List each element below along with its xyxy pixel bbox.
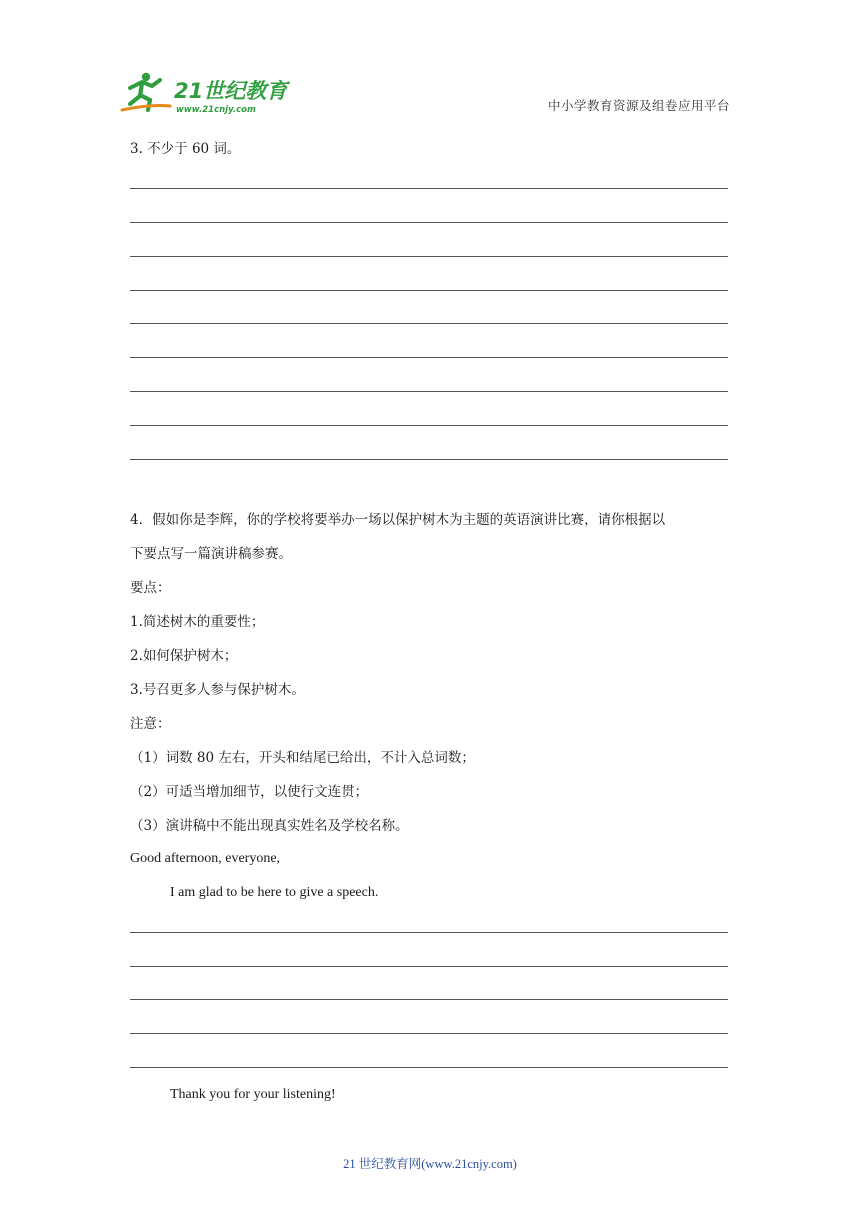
speech-opening: I am glad to be here to give a speech. [170, 885, 379, 900]
speech-greeting: Good afternoon, everyone, [130, 851, 281, 866]
answer-line[interactable] [130, 999, 728, 1000]
page-footer: 21 世纪教育网(www.21cnjy.com) [343, 1157, 517, 1171]
answer-line[interactable] [130, 323, 728, 324]
question-4-prompt-line-2: 下要点写一篇演讲稿参赛。 [130, 546, 292, 562]
point-item: 3.号召更多人参与保护树木。 [130, 682, 305, 698]
logo-wordmark: 21世纪教育 [174, 79, 288, 103]
note-item: （2）可适当增加细节，以使行文连贯； [130, 784, 369, 800]
answer-line[interactable] [130, 256, 728, 257]
page-header [120, 62, 730, 122]
speech-closing: Thank you for your listening! [170, 1087, 336, 1102]
answer-line[interactable] [130, 222, 728, 223]
points-heading: 要点： [130, 580, 171, 596]
answer-line[interactable] [130, 425, 728, 426]
platform-tagline: 中小学教育资源及组卷应用平台 [547, 98, 730, 113]
answer-line[interactable] [130, 357, 728, 358]
logo-url: www.21cnjy.com [176, 105, 256, 115]
point-item: 1.简述树木的重要性； [130, 614, 265, 630]
runner-icon [122, 73, 170, 110]
answer-line[interactable] [130, 188, 728, 189]
answer-line[interactable] [130, 1067, 728, 1068]
answer-line[interactable] [130, 932, 728, 933]
note-item: （3）演讲稿中不能出现真实姓名及学校名称。 [130, 818, 409, 834]
question-4-prompt-line-1: 4．假如你是李辉，你的学校将要举办一场以保护树木为主题的英语演讲比赛，请你根据以 [130, 512, 666, 528]
word-count-requirement: 3. 不少于 60 词。 [130, 141, 241, 157]
answer-line[interactable] [130, 966, 728, 967]
answer-line[interactable] [130, 391, 728, 392]
answer-line[interactable] [130, 1033, 728, 1034]
answer-line[interactable] [130, 459, 728, 460]
21cnjy-logo [120, 68, 290, 116]
point-item: 2.如何保护树木； [130, 648, 238, 664]
note-item: （1）词数 80 左右，开头和结尾已给出，不计入总词数； [130, 750, 475, 766]
notes-heading: 注意： [130, 716, 171, 732]
answer-line[interactable] [130, 290, 728, 291]
